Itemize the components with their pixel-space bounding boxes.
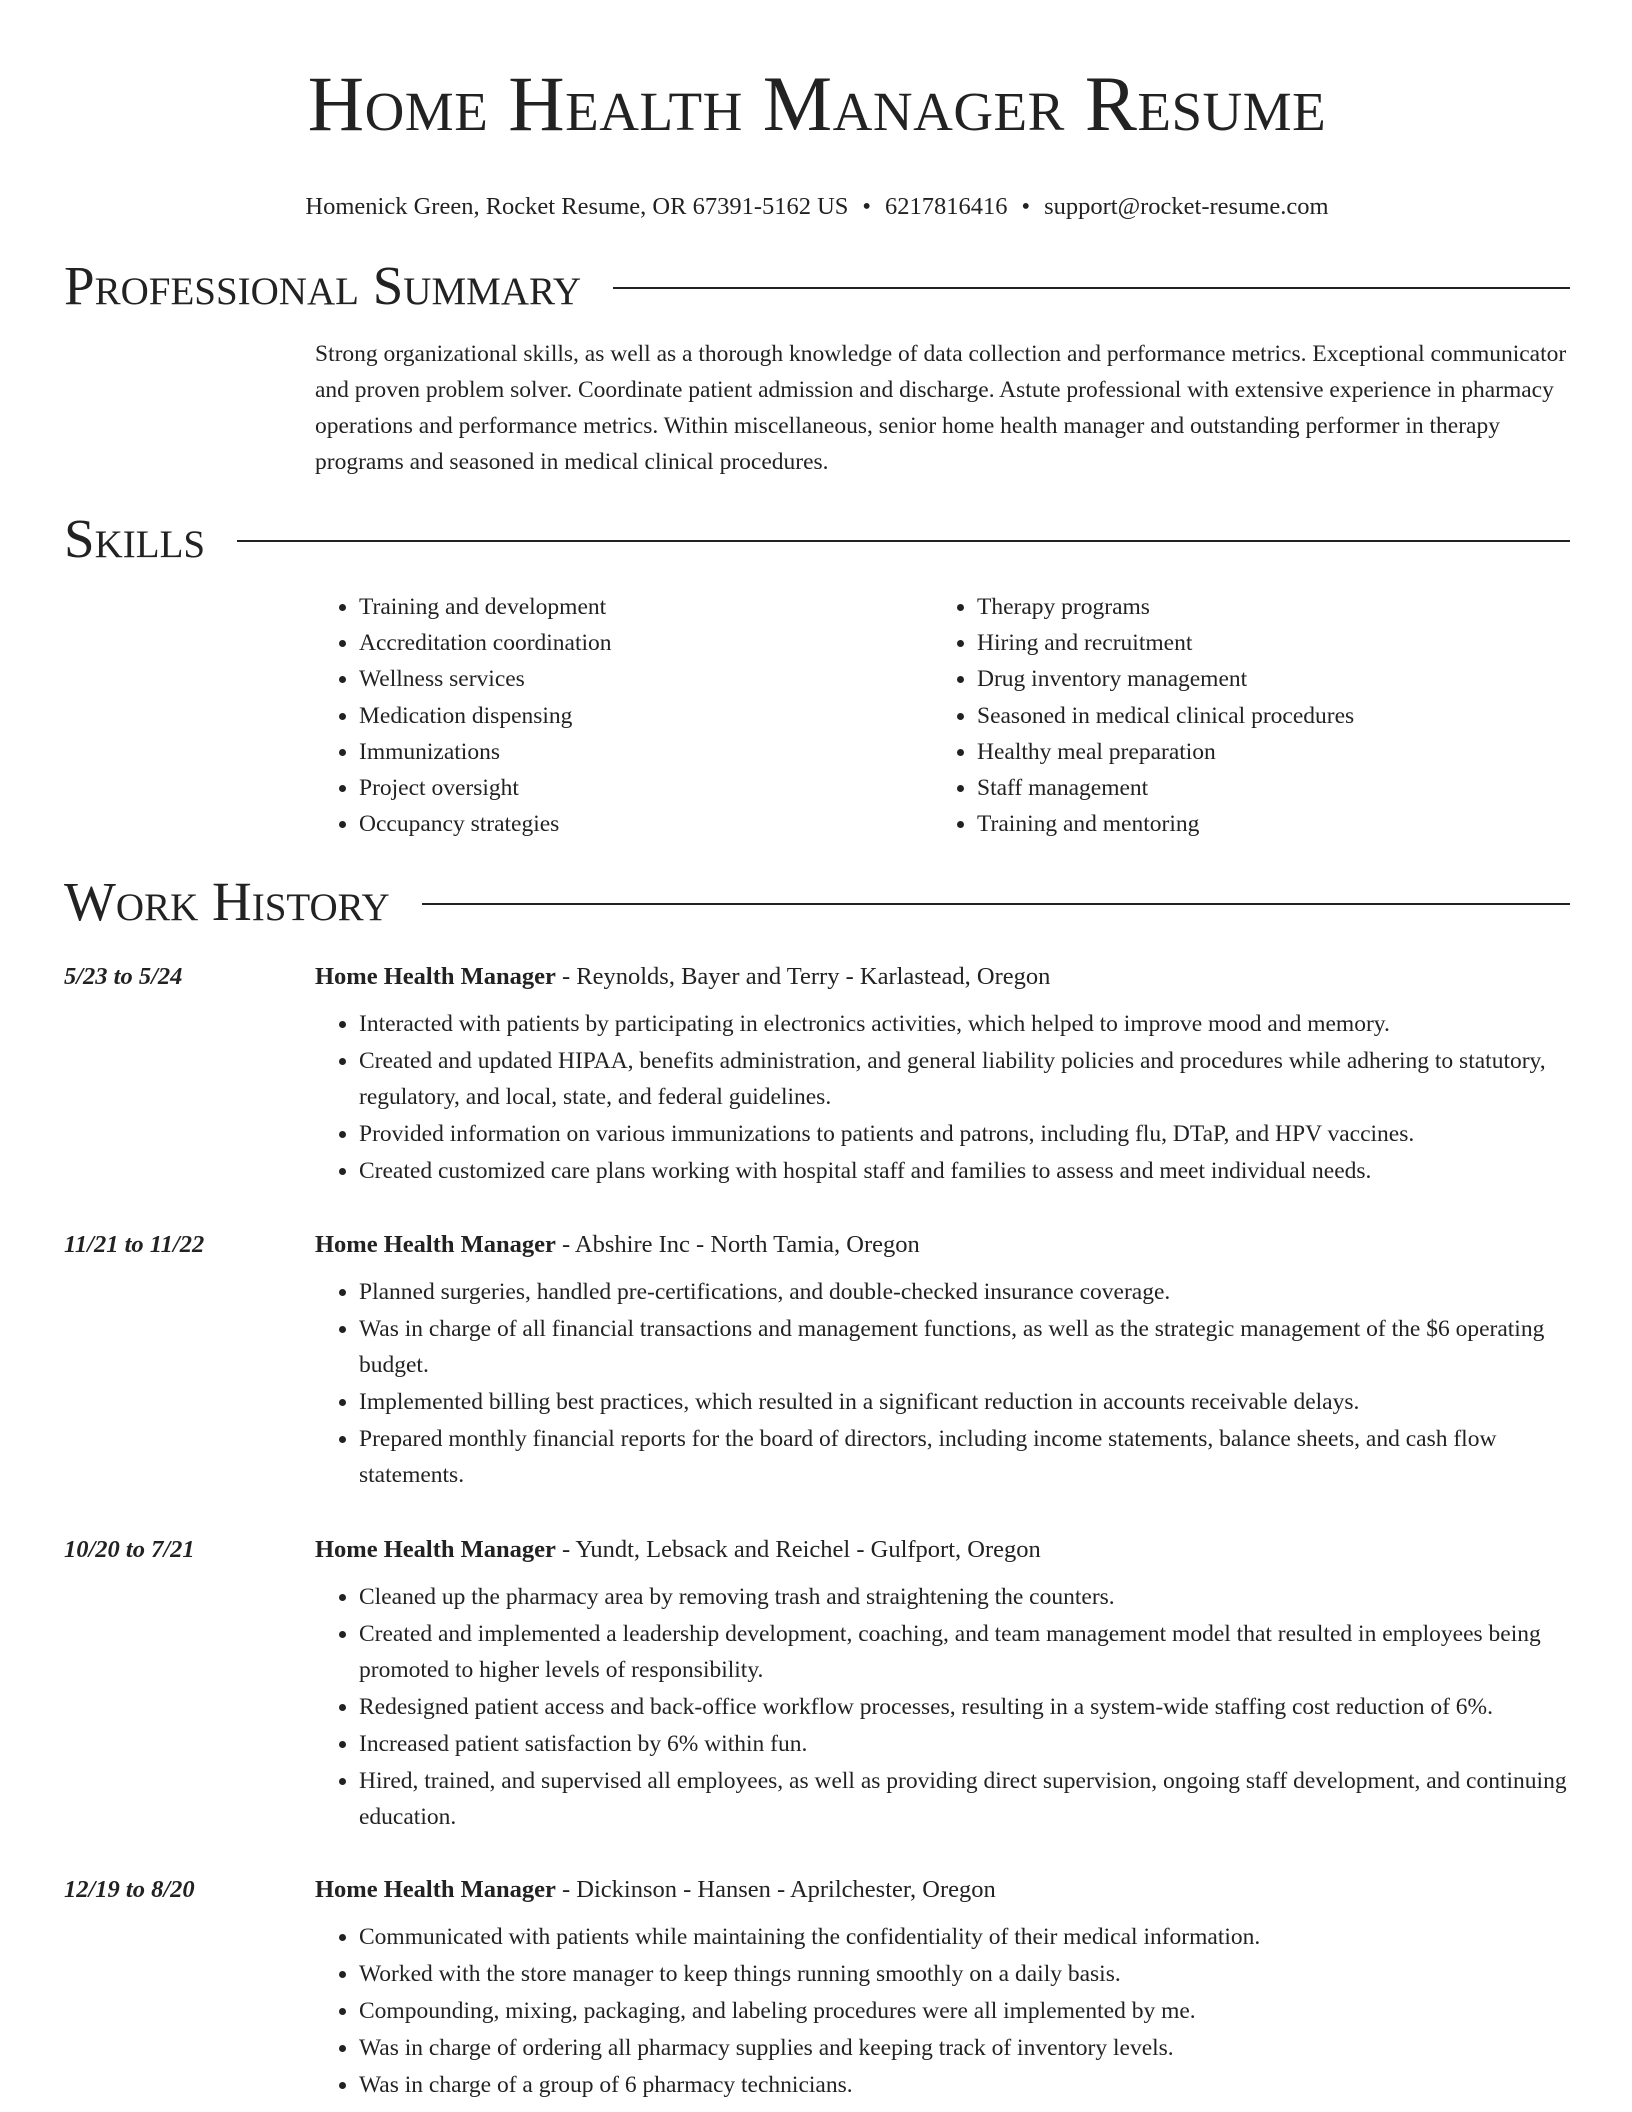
job-bullet: • Created and implemented a leadership development, coaching, and team management model that resulted in employees being promoted to higher levels of responsibility. <box>359 1616 1570 1688</box>
skill-item: • Accreditation coordination <box>359 625 933 661</box>
job-bullets <box>315 1919 1570 2104</box>
section-divider <box>237 540 1570 542</box>
job-title: Home Health Manager <box>315 1231 556 1258</box>
job-employer: - Abshire Inc - North Tamia, Oregon <box>555 1231 920 1258</box>
work-section-header <box>64 872 1570 932</box>
skills-section-header <box>64 509 1570 569</box>
skills-heading: Skills <box>64 508 206 569</box>
skills-list-left <box>315 589 933 842</box>
skill-item: • Medication dispensing <box>359 698 933 734</box>
job-heading <box>315 1875 996 1905</box>
contact-separator: • <box>862 193 871 220</box>
skill-item: • Training and mentoring <box>977 806 1354 842</box>
contact-line <box>64 192 1570 222</box>
job-title: Home Health Manager <box>315 963 556 990</box>
contact-email: support@rocket-resume.com <box>1044 193 1329 220</box>
skill-item: • Seasoned in medical clinical procedures <box>977 698 1354 734</box>
job-bullet: • Implemented billing best practices, which resulted in a significant reduction in accounts receivable delays. <box>359 1384 1570 1420</box>
skill-item: • Hiring and recruitment <box>977 625 1354 661</box>
skill-item: • Healthy meal preparation <box>977 734 1354 770</box>
skill-item: • Project oversight <box>359 770 933 806</box>
contact-address: Homenick Green, Rocket Resume, OR 67391-5162 US <box>305 193 849 220</box>
job-employer: - Yundt, Lebsack and Reichel - Gulfport, Oregon <box>555 1536 1041 1563</box>
job-title: Home Health Manager <box>315 1876 556 1903</box>
job-bullet: • Created and updated HIPAA, benefits administration, and general liability policies and procedures while adhering to statutory, regulatory, and local, state, and federal guidelines. <box>359 1043 1570 1115</box>
job-bullet: • Was in charge of ordering all pharmacy supplies and keeping track of inventory levels. <box>359 2030 1570 2066</box>
job-title: Home Health Manager <box>315 1536 556 1563</box>
skills-list-right <box>933 589 1354 842</box>
skill-item: • Training and development <box>359 589 933 625</box>
job-bullet: • Planned surgeries, handled pre-certifications, and double-checked insurance coverage. <box>359 1274 1570 1310</box>
skills-section <box>315 589 1570 842</box>
work-heading: Work History <box>64 871 390 932</box>
job-heading <box>315 1535 1041 1565</box>
job-dates: 10/20 to 7/21 <box>64 1536 195 1563</box>
job-bullet: • Compounding, mixing, packaging, and labeling procedures were all implemented by me. <box>359 1993 1570 2029</box>
job-dates: 11/21 to 11/22 <box>64 1231 205 1258</box>
job-bullet: • Redesigned patient access and back-office workflow processes, resulting in a system-wide staffing cost reduction of 6%. <box>359 1689 1570 1725</box>
job-bullet: • Hired, trained, and supervised all employees, as well as providing direct supervision, ongoing staff development, and continuing education. <box>359 1763 1570 1835</box>
job-bullet: • Prepared monthly financial reports for the board of directors, including income statements, balance sheets, and cash flow statements. <box>359 1421 1570 1493</box>
job-bullet: • Was in charge of all financial transactions and management functions, as well as the strategic management of the $6 operating budget. <box>359 1311 1570 1383</box>
job-bullet: • Worked with the store manager to keep things running smoothly on a daily basis. <box>359 1956 1570 1992</box>
skill-item: • Immunizations <box>359 734 933 770</box>
section-divider <box>422 903 1570 905</box>
skill-item: • Drug inventory management <box>977 661 1354 697</box>
skill-item: • Occupancy strategies <box>359 806 933 842</box>
job-bullets <box>315 1006 1570 1190</box>
job-bullet: • Interacted with patients by participating in electronics activities, which helped to improve mood and memory. <box>359 1006 1570 1042</box>
contact-phone: 6217816416 <box>885 193 1008 220</box>
section-divider <box>613 287 1570 289</box>
job-dates: 12/19 to 8/20 <box>64 1876 195 1903</box>
summary-section-header <box>64 256 1570 316</box>
job-heading <box>315 962 1050 992</box>
contact-separator: • <box>1021 193 1031 220</box>
resume-page <box>64 0 1570 2098</box>
skill-item: • Wellness services <box>359 661 933 697</box>
job-employer: - Dickinson - Hansen - Aprilchester, Oregon <box>555 1876 996 1903</box>
job-bullet: • Created customized care plans working with hospital staff and families to assess and meet individual needs. <box>359 1153 1570 1189</box>
job-dates: 5/23 to 5/24 <box>64 963 183 990</box>
job-employer: - Reynolds, Bayer and Terry - Karlastead, Oregon <box>555 963 1051 990</box>
job-bullets <box>315 1274 1570 1494</box>
job-bullets <box>315 1579 1570 1836</box>
skill-item: • Staff management <box>977 770 1354 806</box>
job-bullet: • Increased patient satisfaction by 6% within fun. <box>359 1726 1570 1762</box>
summary-text: Strong organizational skills, as well as a thorough knowledge of data collection and performance metrics. Exceptional communicator and proven problem solver. Coordinate patient admission and discharge. Astute professional with extensive experience in pharmacy operations and performance metrics. Within miscellaneous, senior home health manager and outstanding performer in therapy programs and seasoned in medical clinical procedures. <box>315 341 1567 475</box>
summary-section <box>315 336 1570 480</box>
summary-heading: Professional Summary <box>64 255 582 316</box>
resume-title: Home Health Manager Resume <box>307 60 1327 147</box>
job-bullet: • Communicated with patients while maintaining the confidentiality of their medical information. <box>359 1919 1570 1955</box>
skill-item: • Therapy programs <box>977 589 1354 625</box>
job-heading <box>315 1230 920 1260</box>
job-bullet: • Cleaned up the pharmacy area by removing trash and straightening the counters. <box>359 1579 1570 1615</box>
job-bullet: • Provided information on various immunizations to patients and patrons, including flu, DTaP, and HPV vaccines. <box>359 1116 1570 1152</box>
job-bullet: • Was in charge of a group of 6 pharmacy technicians. <box>359 2067 1570 2103</box>
